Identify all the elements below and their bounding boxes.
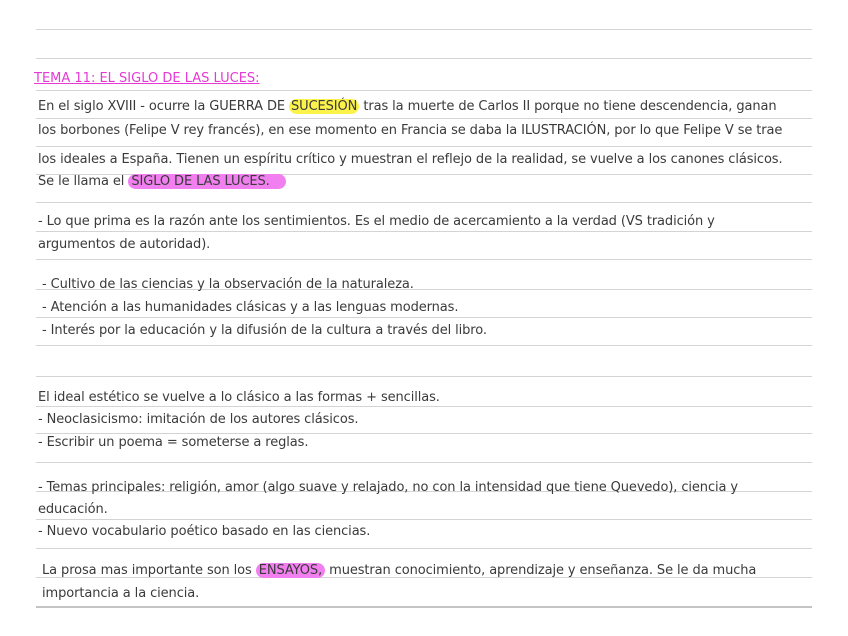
paragraph-line (38, 98, 828, 116)
paragraph-line: educación. (38, 502, 108, 517)
list-item: - Interés por la educación y la difusión de la cultura a través del libro. (42, 323, 487, 338)
text-segment: tras la muerte de Carlos II porque no tiene descendencia, ganan (359, 99, 777, 114)
paragraph-line: El ideal estético se vuelve a lo clásico a las formas + sencillas. (38, 390, 440, 405)
list-item: - Atención a las humanidades clásicas y a las lenguas modernas. (42, 300, 459, 315)
list-item: - Cultivo de las ciencias y la observación de la naturaleza. (42, 277, 414, 292)
ruled-line (36, 29, 812, 30)
ruled-line (36, 519, 812, 520)
text-segment: La prosa mas importante son los (42, 563, 256, 578)
ruled-line (36, 58, 812, 59)
highlight-pink: SIGLO DE LAS LUCES. (128, 174, 285, 189)
ruled-line (36, 118, 812, 119)
paragraph-line: argumentos de autoridad). (38, 237, 211, 252)
highlight-pink: ENSAYOS, (256, 563, 325, 578)
highlight-yellow: SUCESIÓN (291, 99, 358, 114)
ruled-line (36, 317, 812, 318)
paragraph-line (42, 562, 832, 580)
paragraph-line: - Lo que prima es la razón ante los sentimientos. Es el medio de acercamiento a la verdad (VS tradición y (38, 214, 715, 229)
ruled-line (36, 259, 812, 260)
paragraph-line (38, 173, 828, 191)
text-segment: Se le llama el (38, 174, 129, 189)
list-item: - Escribir un poema = someterse a reglas. (38, 435, 309, 450)
ruled-line (36, 90, 812, 91)
paragraph-line: los borbones (Felipe V rey francés), en ese momento en Francia se daba la ILUSTRACIÓN, por lo que Felipe V se trae (38, 123, 783, 138)
ruled-line (36, 462, 812, 463)
text-segment: muestran conocimiento, aprendizaje y enseñanza. Se le da mucha (325, 563, 757, 578)
ruled-line-bottom (36, 606, 812, 608)
paragraph-line: - Temas principales: religión, amor (algo suave y relajado, no con la intensidad que tiene Quevedo), ciencia y (38, 480, 739, 495)
paragraph-line: importancia a la ciencia. (42, 586, 200, 601)
text-segment: En el siglo XVIII - ocurre la GUERRA DE (38, 99, 289, 114)
ruled-line (36, 376, 812, 377)
paragraph-line: los ideales a España. Tienen un espíritu crítico y muestran el reflejo de la realidad, se vuelve a los canones clásicos. (38, 152, 783, 167)
ruled-line (36, 202, 812, 203)
ruled-line (36, 146, 812, 147)
list-item: - Nuevo vocabulario poético basado en las ciencias. (38, 524, 371, 539)
page-title: TEMA 11: EL SIGLO DE LAS LUCES: (34, 71, 260, 86)
list-item: - Neoclasicismo: imitación de los autores clásicos. (38, 412, 359, 427)
ruled-line (36, 231, 812, 232)
ruled-line (36, 548, 812, 549)
ruled-line (36, 345, 812, 346)
